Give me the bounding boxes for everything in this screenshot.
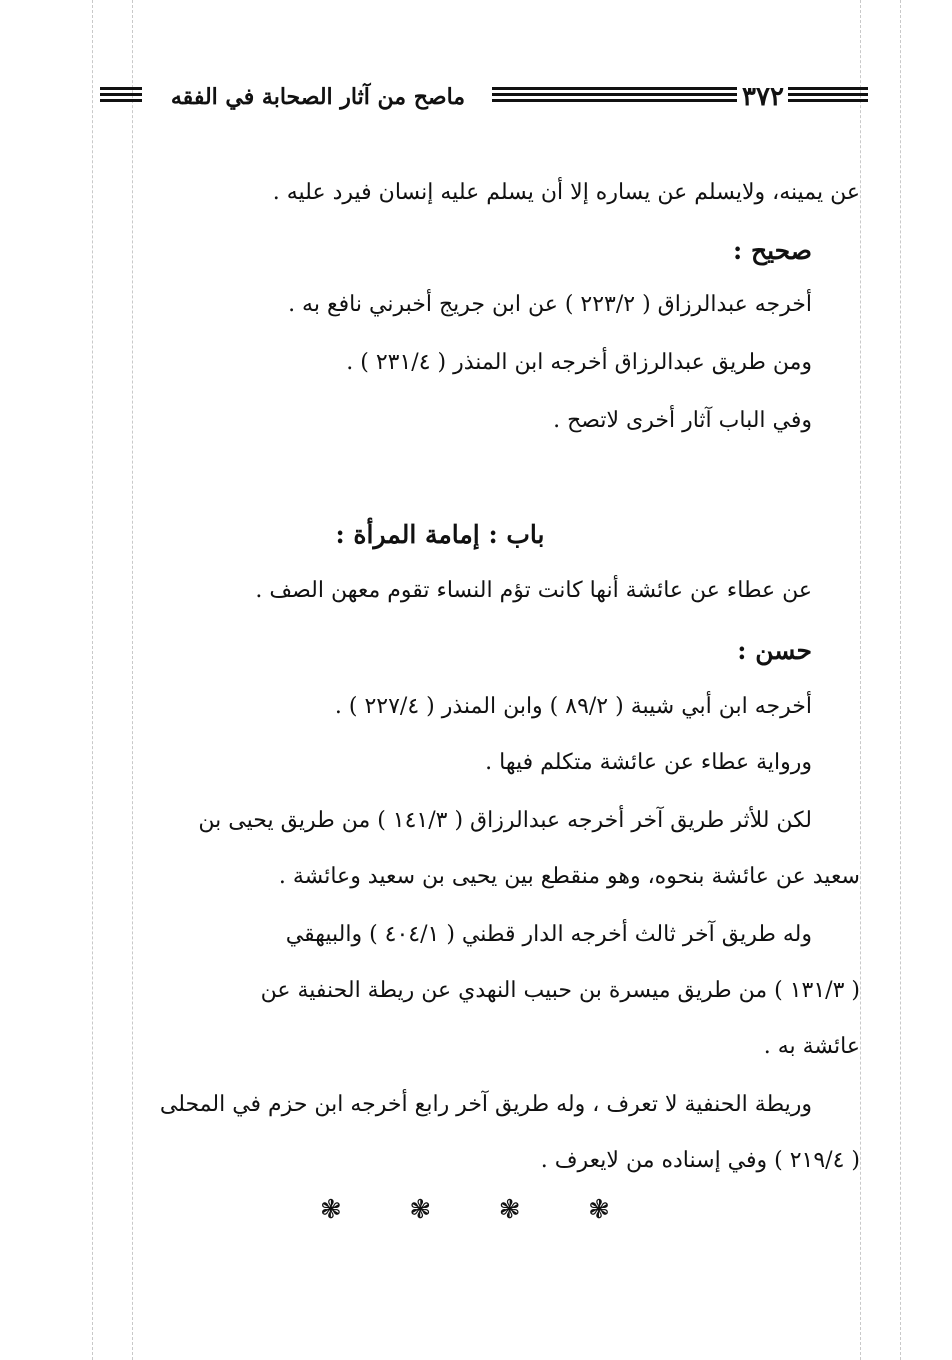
flower-ornament-icon: ❃ <box>588 1195 610 1225</box>
text-line: لكن للأثر طريق آخر أخرجه عبدالرزاق ( ١٤١/٣ ) من طريق يحيى بن <box>198 808 812 833</box>
flower-ornament-icon: ❃ <box>409 1195 432 1225</box>
text-line: سعيد عن عائشة بنحوه، وهو منقطع بين يحيى بن سعيد وعائشة . <box>278 864 860 889</box>
text-line: عن يمينه، ولايسلم عن يساره إلا أن يسلم عليه إنسان فيرد عليه . <box>272 180 860 205</box>
text-line: عن عطاء عن عائشة أنها كانت تؤم النساء تقوم معهن الصف . <box>255 578 812 603</box>
section-title: باب : إمامة المرأة : <box>335 520 545 549</box>
page-header <box>100 84 868 114</box>
running-title: ماصح من آثار الصحابة في الفقه <box>170 84 466 110</box>
text-line: ( ١٣١/٣ ) من طريق ميسرة بن حبيب النهدي عن ريطة الحنفية عن <box>260 978 860 1003</box>
text-line: عائشة به . <box>763 1034 860 1059</box>
header-rule-middle <box>492 87 737 105</box>
scan-margin-line <box>860 0 861 1360</box>
page-number: ٣٧٢ <box>742 82 784 112</box>
section-end-ornaments <box>320 1195 610 1225</box>
text-line: وفي الباب آثار أخرى لاتصح . <box>553 408 812 433</box>
header-rule-right <box>788 87 868 105</box>
text-line: أخرجه عبدالرزاق ( ٢٢٣/٢ ) عن ابن جريج أخبرني نافع به . <box>288 292 812 317</box>
text-line: ( ٢١٩/٤ ) وفي إسناده من لايعرف . <box>540 1148 860 1173</box>
grade-heading: صحيح : <box>733 236 812 265</box>
grade-heading: حسن : <box>737 636 812 665</box>
text-line: وله طريق آخر ثالث أخرجه الدار قطني ( ٤٠٤/١ ) والبيهقي <box>285 922 812 947</box>
scan-margin-line <box>900 0 901 1360</box>
flower-ornament-icon: ❃ <box>498 1195 521 1225</box>
header-rule-left <box>100 87 142 105</box>
text-line: ومن طريق عبدالرزاق أخرجه ابن المنذر ( ٢٣١/٤ ) . <box>346 350 812 375</box>
text-line: أخرجه ابن أبي شيبة ( ٨٩/٢ ) وابن المنذر ( ٢٢٧/٤ ) . <box>334 694 812 719</box>
text-line: ورواية عطاء عن عائشة متكلم فيها . <box>485 750 812 775</box>
flower-ornament-icon: ❃ <box>320 1195 342 1225</box>
text-line: وريطة الحنفية لا تعرف ، وله طريق آخر رابع أخرجه ابن حزم في المحلى <box>159 1092 812 1117</box>
